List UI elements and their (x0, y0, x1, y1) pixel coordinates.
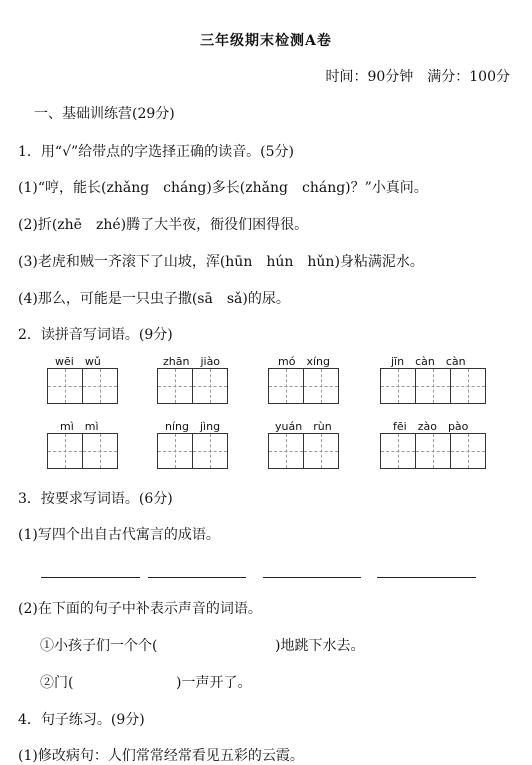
question-1-item-1: (1)“哼，能长(zhǎng cháng)多长(zhǎng cháng)？”小真问。 (18, 180, 428, 196)
page-title: 三年级期末检测A卷 (200, 33, 332, 49)
question-1-heading: 1．用“√”给带点的字选择正确的读音。(5分) (18, 144, 294, 160)
sentence-2-right: )一声开了。 (176, 675, 252, 691)
answer-blank[interactable] (377, 577, 476, 578)
writing-grid[interactable] (268, 433, 339, 469)
pinyin-label: mì mì (60, 420, 99, 433)
pinyin-label: níng jìng (165, 420, 221, 433)
sentence-1-right: )地跳下水去。 (275, 638, 365, 654)
writing-grid[interactable] (380, 433, 486, 469)
sentence-2-left: ②门( (40, 675, 74, 691)
answer-blank[interactable] (41, 577, 140, 578)
writing-grid[interactable] (47, 368, 118, 404)
writing-grid[interactable] (47, 433, 118, 469)
writing-grid[interactable] (157, 368, 228, 404)
question-3-part-1: (1)写四个出自古代寓言的成语。 (18, 527, 220, 543)
sentence-1-left: ①小孩子们一个个( (40, 638, 158, 654)
pinyin-label: yuán rùn (275, 420, 332, 433)
pinyin-label: mó xíng (278, 355, 330, 368)
question-1-item-2: (2)折(zhē zhé)腾了大半夜，衙役们困得很。 (18, 217, 309, 233)
question-3-heading: 3．按要求写词语。(6分) (18, 491, 173, 507)
writing-grid[interactable] (268, 368, 339, 404)
question-3-part-2: (2)在下面的句子中补表示声音的词语。 (18, 601, 262, 617)
exam-meta: 时间：90分钟 满分：100分 (325, 69, 510, 85)
question-4-part-1: (1)修改病句：人们常常经常看见五彩的云霞。 (18, 748, 304, 764)
pinyin-label: fēi zào pào (393, 420, 469, 433)
writing-grid[interactable] (157, 433, 228, 469)
question-1-item-3: (3)老虎和贼一齐滚下了山坡，浑(hūn hún hǔn)身粘满泥水。 (18, 254, 424, 270)
writing-grid[interactable] (380, 368, 486, 404)
answer-blank[interactable] (148, 577, 246, 578)
answer-blank[interactable] (263, 577, 361, 578)
pinyin-label: zhān jiào (163, 355, 221, 368)
question-4-heading: 4．句子练习。(9分) (18, 712, 145, 728)
section-heading: 一、基础训练营(29分) (34, 106, 175, 122)
question-1-item-4: (4)那么，可能是一只虫子撒(sā sǎ)的尿。 (18, 291, 290, 307)
question-2-heading: 2．读拼音写词语。(9分) (18, 327, 173, 343)
pinyin-label: jīn càn càn (391, 355, 466, 368)
pinyin-label: wēi wǔ (55, 355, 101, 368)
